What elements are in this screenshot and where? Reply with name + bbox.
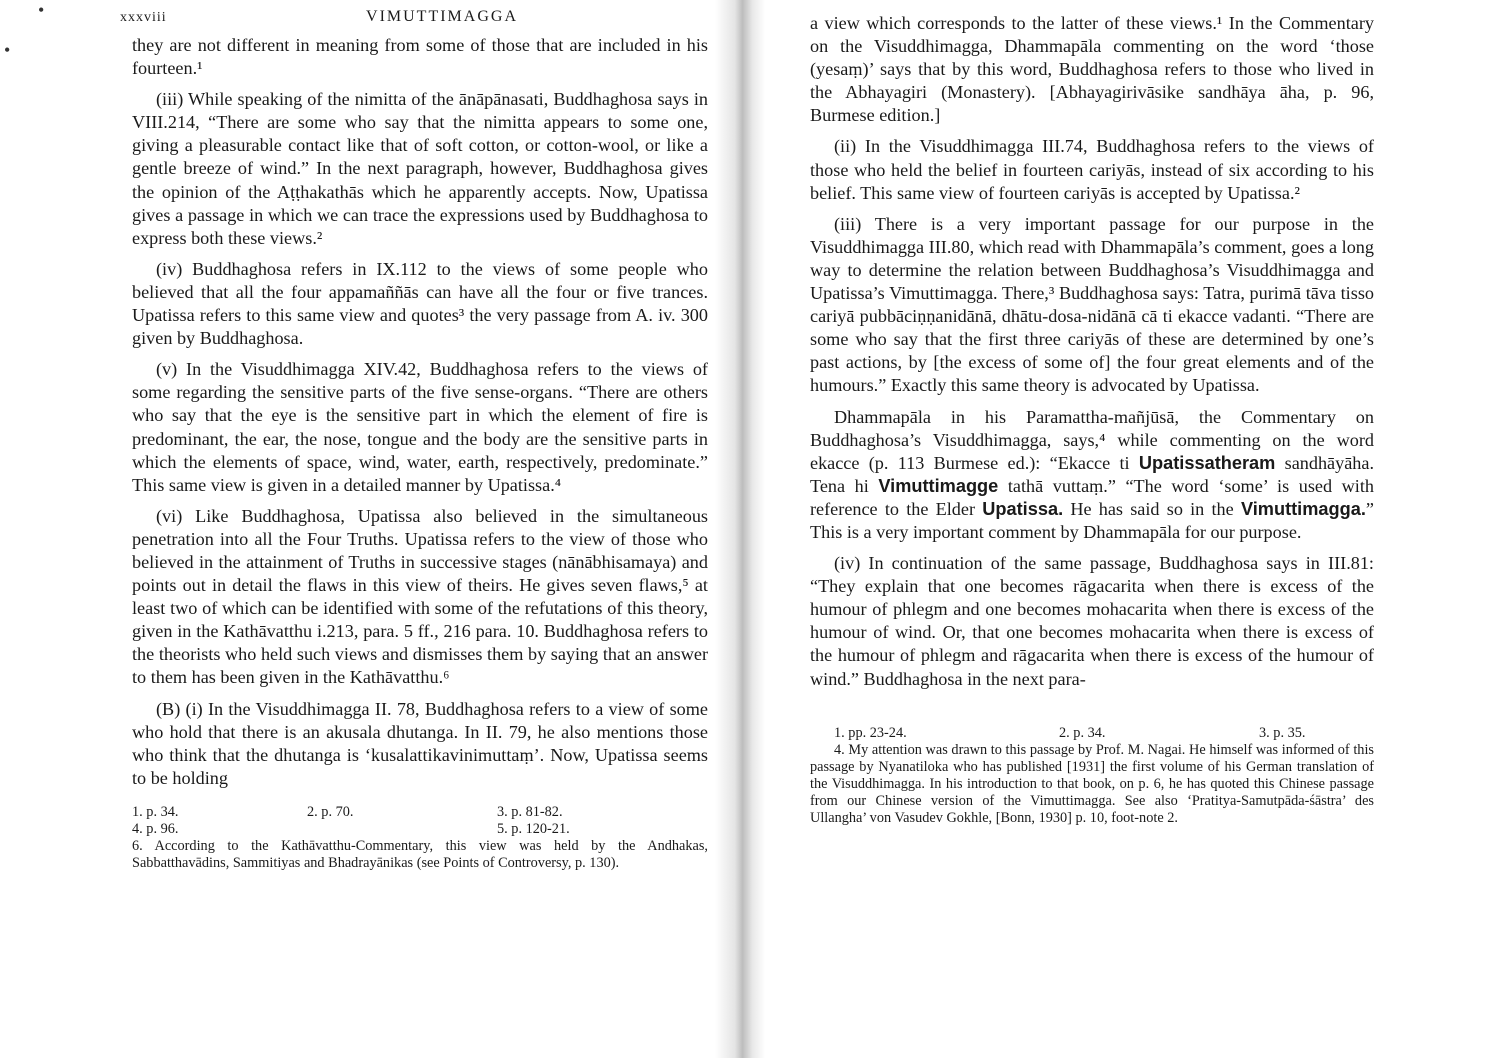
- right-body-text: [810, 12, 1374, 691]
- footnote-row: [132, 804, 708, 821]
- paragraph-segment: tathā vuttaṃ.” “The word ‘some’ is used with reference to the Elder: [810, 475, 1374, 519]
- footnote: 3. p. 81-82.: [497, 803, 563, 820]
- footnote: 3. p. 35.: [1259, 724, 1306, 741]
- left-page: [0, 0, 738, 1058]
- paragraph-segment: He has said so in the: [1063, 498, 1241, 519]
- paragraph-segment: Dhammapāla in his Paramattha-mañjūsā, the Commentary on Buddhaghosa’s Visuddhimagga, says,⁴ while commenting on the word ekacce (p. 113 Burmese ed.): “Ekacce ti: [810, 406, 1374, 473]
- left-paragraph: (iv) Buddhaghosa refers in IX.112 to the views of some people who believed that all the four appamaññās can have all the four or five trances. Upatissa refers to this same view and quotes³ the very passage from A. iv. 300 given by Buddhaghosa.: [132, 258, 708, 349]
- bold-term: Upatissatheram: [1138, 452, 1276, 473]
- footnote: 5. p. 120-21.: [497, 820, 570, 837]
- right-footnotes: [810, 725, 1374, 827]
- left-footnotes: [132, 804, 708, 872]
- right-paragraph: [810, 406, 1374, 545]
- footnote-row: [810, 725, 1374, 742]
- left-paragraph: (B) (i) In the Visuddhimagga II. 78, Buddhaghosa refers to a view of some who hold that there is an akusala dhutanga. In II. 79, he also mentions those who think that the dhutanga is ‘kusalattikavinimuttaṃ’. Now, Upatissa seems to be holding: [132, 698, 708, 788]
- right-paragraph: (iv) In continuation of the same passage, Buddhaghosa says in III.81: “They explain that one becomes rāgacarita when there is excess of the humour of phlegm and one becomes mohacarita when there is excess of the humour of wind. Or, that one becomes mohacarita when there is excess of the humour of phlegm and rāgacarita when there is excess of the humour of wind.” Buddhaghosa in the next para-: [810, 553, 1374, 689]
- paragraph-segment: sandhāyāha. Tena hi: [810, 452, 1375, 496]
- bold-term: Vimuttimagge: [878, 475, 999, 496]
- left-paragraph: (vi) Like Buddhaghosa, Upatissa also believed in the simultaneous penetration into all the Four Truths. Upatissa refers to the view of those who believed in the attainment of Truths in successive stages (nānābhisamaya) and points out in detail the flaws in this view of theirs. He gives seven flaws,⁵ at least two of which can be identified with some of the refutations of this theory, given in the Kathāvatthu i.213, para. 5 ff., 216 para. 10. Buddhaghosa refers to the theorists who held such views and dismisses them by saying that an answer to them has been given in the Kathāvatthu.⁶: [132, 505, 708, 688]
- footnote: 6. According to the Kathāvatthu-Commentary, this view was held by the Andhakas, Sabbatthavādins, Sammitiyas and Bhadrayānikas (see Points of Controversy, p. 130).: [132, 837, 708, 871]
- right-paragraph: (iii) There is a very important passage for our purpose in the Visuddhimagga III.80, which read with Dhammapāla’s comment, goes a long way to determine the relation between Buddhaghosa’s Visuddhimagga and Upatissa’s Vimuttimagga. There,³ Buddhaghosa says: Tatra, purimā tāva tisso cariyā pubbāciṇṇanidānā, dhātu-dosa-nidānā cā ti ekacce vadanti. “There are some who say that the first three cariyās of these are determined by one’s past actions, by [the excess of some of] the four great elements and of the humours.” Exactly this same theory is advocated by Upatissa.: [810, 213, 1374, 396]
- footnote: 4. My attention was drawn to this passage by Prof. M. Nagai. He himself was informed of this passage by Nyanatiloka who has published [1931] the first volume of his German translation of the Visuddhimagga. In his introduction to that book, on p. 6, he has quoted this Chinese passage from our Chinese version of the Vimuttimagga. See also ‘Pratitya-Samutpāda-śāstra’ des Ullangha’ von Vasudev Gokhle, [Bonn, 1930] p. 10, foot-note 2.: [810, 741, 1374, 826]
- bold-term: Vimuttimagga.: [1240, 498, 1366, 519]
- right-page: [738, 0, 1500, 1058]
- left-page-number: xxxviii: [120, 10, 167, 25]
- left-running-head: [120, 8, 708, 34]
- scan-speck: •: [38, 0, 45, 20]
- right-page-number: [1397, 0, 1434, 2]
- footnote: 2. p. 34.: [1059, 724, 1106, 741]
- right-running-head: [810, 0, 1374, 12]
- scan-speck: •: [4, 40, 11, 60]
- footnote: 1. p. 34.: [132, 803, 179, 820]
- left-running-title: VIMUTTIMAGGA: [366, 8, 518, 25]
- footnote: 2. p. 70.: [307, 803, 354, 820]
- left-paragraph: (iii) While speaking of the nimitta of the ānāpānasati, Buddhaghosa says in VIII.214, “There are some who say that the nimitta appears to some one, giving a pleasurable contact like that of soft cotton, or cotton-wool, or like a gentle breeze of wind.” In the next paragraph, however, Buddhaghosa gives the opinion of the Aṭṭhakathās which he apparently accepts. Now, Upatissa gives a passage in which we can trace the expressions used by Buddhaghosa to express both these views.²: [132, 89, 708, 248]
- footnote-row: [132, 821, 708, 838]
- left-body-text: [132, 34, 708, 790]
- left-paragraph: (v) In the Visuddhimagga XIV.42, Buddhaghosa refers to the views of some regarding the sensitive parts of the five sense-organs. “There are others who say that the eye is the sensitive part in which the element of fire is predominant, the ear, the nose, tongue and the body are the sensitive parts in which the elements of space, wind, water, earth, respectively, predominate.” This same view is given in a detailed manner by Upatissa.⁴: [132, 359, 708, 495]
- bold-term: Upatissa.: [982, 498, 1064, 519]
- left-paragraph: they are not different in meaning from some of those that are included in his fourteen.¹: [132, 35, 708, 79]
- paragraph-segment: ” This is a very important comment by Dhammapāla for our purpose.: [810, 498, 1374, 542]
- footnote: 4. p. 96.: [132, 820, 179, 837]
- right-paragraph: a view which corresponds to the latter of these views.¹ In the Commentary on the Visuddhimagga, Dhammapāla commenting on the word ‘those (yesaṃ)’ says that by this word, Buddhaghosa refers to those who lived in the Abhayagiri (Monastery). [Abhayagirivāsike sandhāya āha, p. 96, Burmese edition.]: [810, 13, 1374, 126]
- footnote: 1. pp. 23-24.: [834, 724, 907, 741]
- right-paragraph: (ii) In the Visuddhimagga III.74, Buddhaghosa refers to the views of those who held the belief in fourteen cariyās, instead of six according to his belief. This same view of fourteen cariyās is accepted by Upatissa.²: [810, 136, 1374, 203]
